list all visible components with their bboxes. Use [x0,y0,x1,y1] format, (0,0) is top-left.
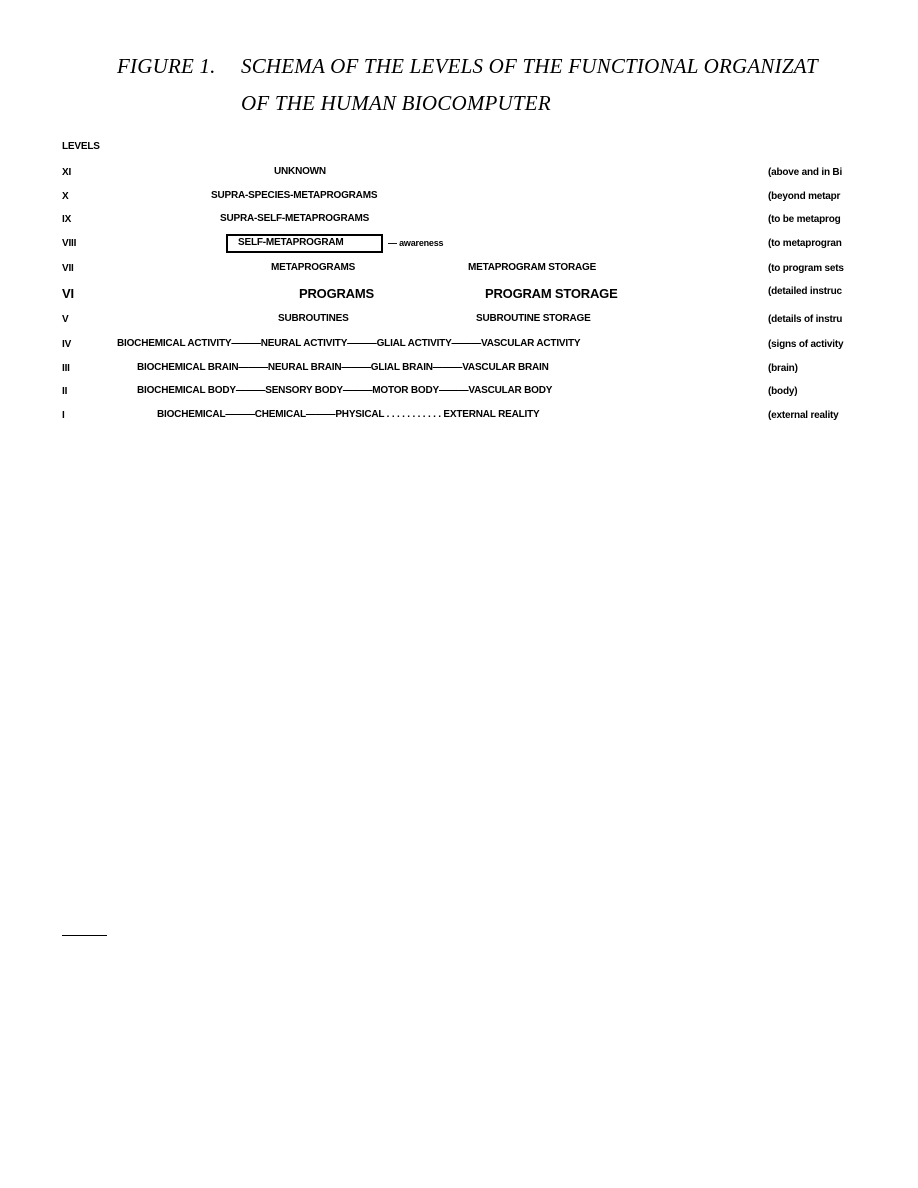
level-note: (external reality [768,410,839,421]
level-number: XI [62,167,72,178]
level-chain: BIOCHEMICAL BODY———SENSORY BODY———MOTOR BODY———VASCULAR BODY [137,385,553,396]
level-note: (body) [768,386,798,397]
levels-header: LEVELS [62,141,100,152]
level-content: SUPRA-SPECIES-METAPROGRAMS [211,190,378,201]
level-content-left: PROGRAMS [299,286,374,301]
level-number: IV [62,339,72,350]
level-number: IX [62,214,72,225]
awareness-label: — awareness [388,238,444,248]
level-number: III [62,363,70,374]
level-note: (details of instru [768,314,843,325]
level-content-right: PROGRAM STORAGE [485,286,618,301]
level-note: (to metaprogran [768,238,842,249]
level-note: (to be metaprog [768,214,841,225]
level-content: SUPRA-SELF-METAPROGRAMS [220,213,370,224]
level-note: (detailed instruc [768,286,842,297]
level-number: VI [62,286,74,301]
self-metaprogram-label: SELF-METAPROGRAM [238,237,344,248]
level-note: (signs of activity [768,339,844,350]
level-note: (beyond metapr [768,191,841,202]
level-chain: BIOCHEMICAL BRAIN———NEURAL BRAIN———GLIAL BRAIN———VASCULAR BRAIN [137,362,549,373]
level-content-left: METAPROGRAMS [271,262,356,273]
level-number: X [62,191,69,202]
level-content-right: SUBROUTINE STORAGE [476,313,591,324]
level-chain: BIOCHEMICAL———CHEMICAL———PHYSICAL . . . . . . . . . . . EXTERNAL REALITY [157,409,540,420]
figure-title-line-2: OF THE HUMAN BIOCOMPUTER [241,91,551,115]
level-number: I [62,410,65,421]
figure-label: FIGURE 1. [117,54,216,78]
level-content: UNKNOWN [274,166,326,177]
level-note: (to program sets [768,263,844,274]
level-number: VIII [62,238,77,249]
level-note: (above and in Bi [768,167,843,178]
level-number: VII [62,263,74,274]
level-number: II [62,386,68,397]
level-content-right: METAPROGRAM STORAGE [468,262,597,273]
level-content-left: SUBROUTINES [278,313,349,324]
level-chain: BIOCHEMICAL ACTIVITY———NEURAL ACTIVITY———GLIAL ACTIVITY———VASCULAR ACTIVITY [117,338,581,349]
footnote-rule [62,935,107,936]
level-number: V [62,314,69,325]
level-note: (brain) [768,363,798,374]
figure-title-line-1: SCHEMA OF THE LEVELS OF THE FUNCTIONAL ORGANIZAT [241,54,818,78]
